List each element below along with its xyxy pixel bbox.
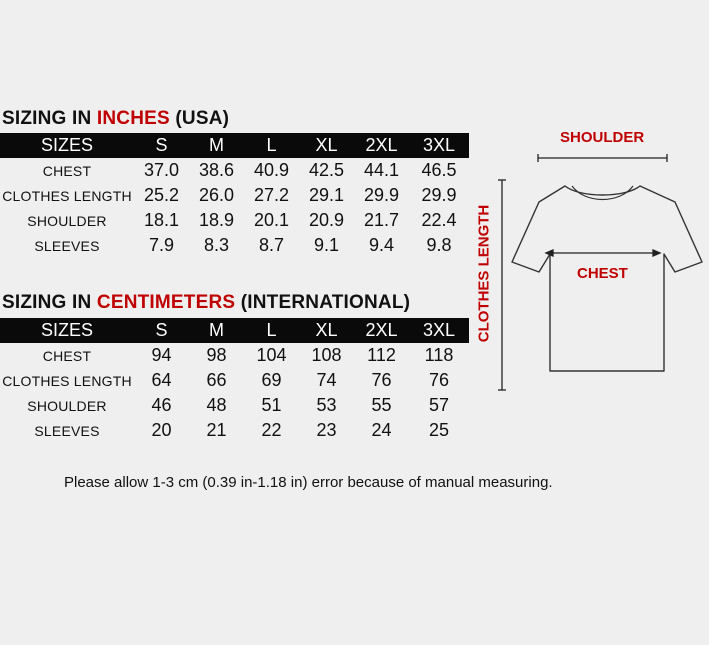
cell: 53 [316,395,337,415]
length-arrow [498,180,506,390]
cell: 23 [316,420,337,440]
header-2xl: 2XL [354,133,409,158]
table-row [0,343,469,368]
cell: 29.9 [421,185,457,205]
cell: 20.1 [253,210,290,230]
cell: 69 [261,370,282,390]
cell: 8.3 [203,235,230,255]
header-m: M [189,133,244,158]
table-row [0,233,469,258]
header-3xl: 3XL [409,318,469,343]
header-3xl: 3XL [409,133,469,158]
cell: 51 [261,395,282,415]
row-label: SHOULDER [27,212,107,229]
centimeters-title-suffix: (INTERNATIONAL) [235,292,411,313]
cell: 20.9 [308,210,345,230]
cell: 46 [151,395,172,415]
cell: 25 [428,420,450,440]
cell: 8.7 [258,235,285,255]
row-label: CLOTHES LENGTH [2,187,132,204]
table-row [0,158,469,183]
centimeters-title-prefix: SIZING IN [2,292,97,313]
cell: 46.5 [421,160,457,180]
row-label: CHEST [42,162,92,179]
cell: 108 [311,345,342,365]
header-sizes: SIZES [0,318,134,343]
cell: 25.2 [143,185,180,205]
cell: 57 [428,395,450,415]
cell: 55 [371,395,392,415]
cell: 24 [371,420,392,440]
row-label: CHEST [42,347,92,364]
header-s: S [134,318,189,343]
cell: 42.5 [308,160,345,180]
cell: 44.1 [363,160,400,180]
cell: 40.9 [253,160,290,180]
centimeters-size-table [0,318,469,443]
header-s: S [134,133,189,158]
tshirt-outline-icon [470,120,709,400]
cell: 98 [206,345,227,365]
chest-label: CHEST [577,265,628,282]
cell: 9.1 [313,235,340,255]
cell: 18.1 [143,210,180,230]
cell: 37.0 [143,160,180,180]
table-row [0,418,469,443]
shoulder-arrow [538,154,667,162]
header-sizes: SIZES [0,133,134,158]
cell: 38.6 [198,160,235,180]
cell: 29.1 [308,185,345,205]
row-label: SHOULDER [27,397,107,414]
cell: 48 [206,395,227,415]
table-row [0,368,469,393]
header-m: M [189,318,244,343]
inches-title-suffix: (USA) [169,108,230,129]
header-l: L [244,133,299,158]
chest-arrow [546,250,660,256]
cell: 18.9 [198,210,235,230]
centimeters-title [2,292,410,314]
table-row [0,208,469,233]
cell: 20 [151,420,172,440]
cell: 26.0 [198,185,235,205]
inches-header-row [0,133,469,158]
cell: 7.9 [148,235,175,255]
cell: 21 [206,420,227,440]
cell: 76 [428,370,450,390]
cell: 9.4 [368,235,395,255]
cell: 64 [151,370,172,390]
inches-size-table [0,133,469,258]
measurement-note: Please allow 1-3 cm (0.39 in-1.18 in) error because of manual measuring. [64,474,553,491]
centimeters-title-accent: CENTIMETERS [96,292,236,313]
cell: 22 [261,420,282,440]
measurement-diagram [470,120,709,400]
header-xl: XL [299,133,354,158]
cell: 22.4 [421,210,457,230]
table-row [0,183,469,208]
cell: 21.7 [363,210,400,230]
cell: 29.9 [363,185,400,205]
cell: 118 [424,345,454,365]
cell: 94 [151,345,172,365]
table-row [0,393,469,418]
cell: 104 [256,345,287,365]
shoulder-label: SHOULDER [560,129,645,146]
row-label: SLEEVES [34,237,100,254]
cell: 76 [371,370,392,390]
header-xl: XL [299,318,354,343]
inches-title [2,108,229,130]
inches-title-accent: INCHES [96,108,170,129]
cell: 66 [206,370,227,390]
row-label: CLOTHES LENGTH [2,372,132,389]
inches-title-prefix: SIZING IN [2,108,97,129]
cell: 112 [367,345,396,365]
row-label: SLEEVES [34,422,100,439]
cell: 74 [316,370,337,390]
cell: 9.8 [426,235,452,255]
clothes-length-label: CLOTHES LENGTH [475,204,493,343]
cell: 27.2 [253,185,290,205]
header-l: L [244,318,299,343]
header-2xl: 2XL [354,318,409,343]
centimeters-header-row [0,318,469,343]
